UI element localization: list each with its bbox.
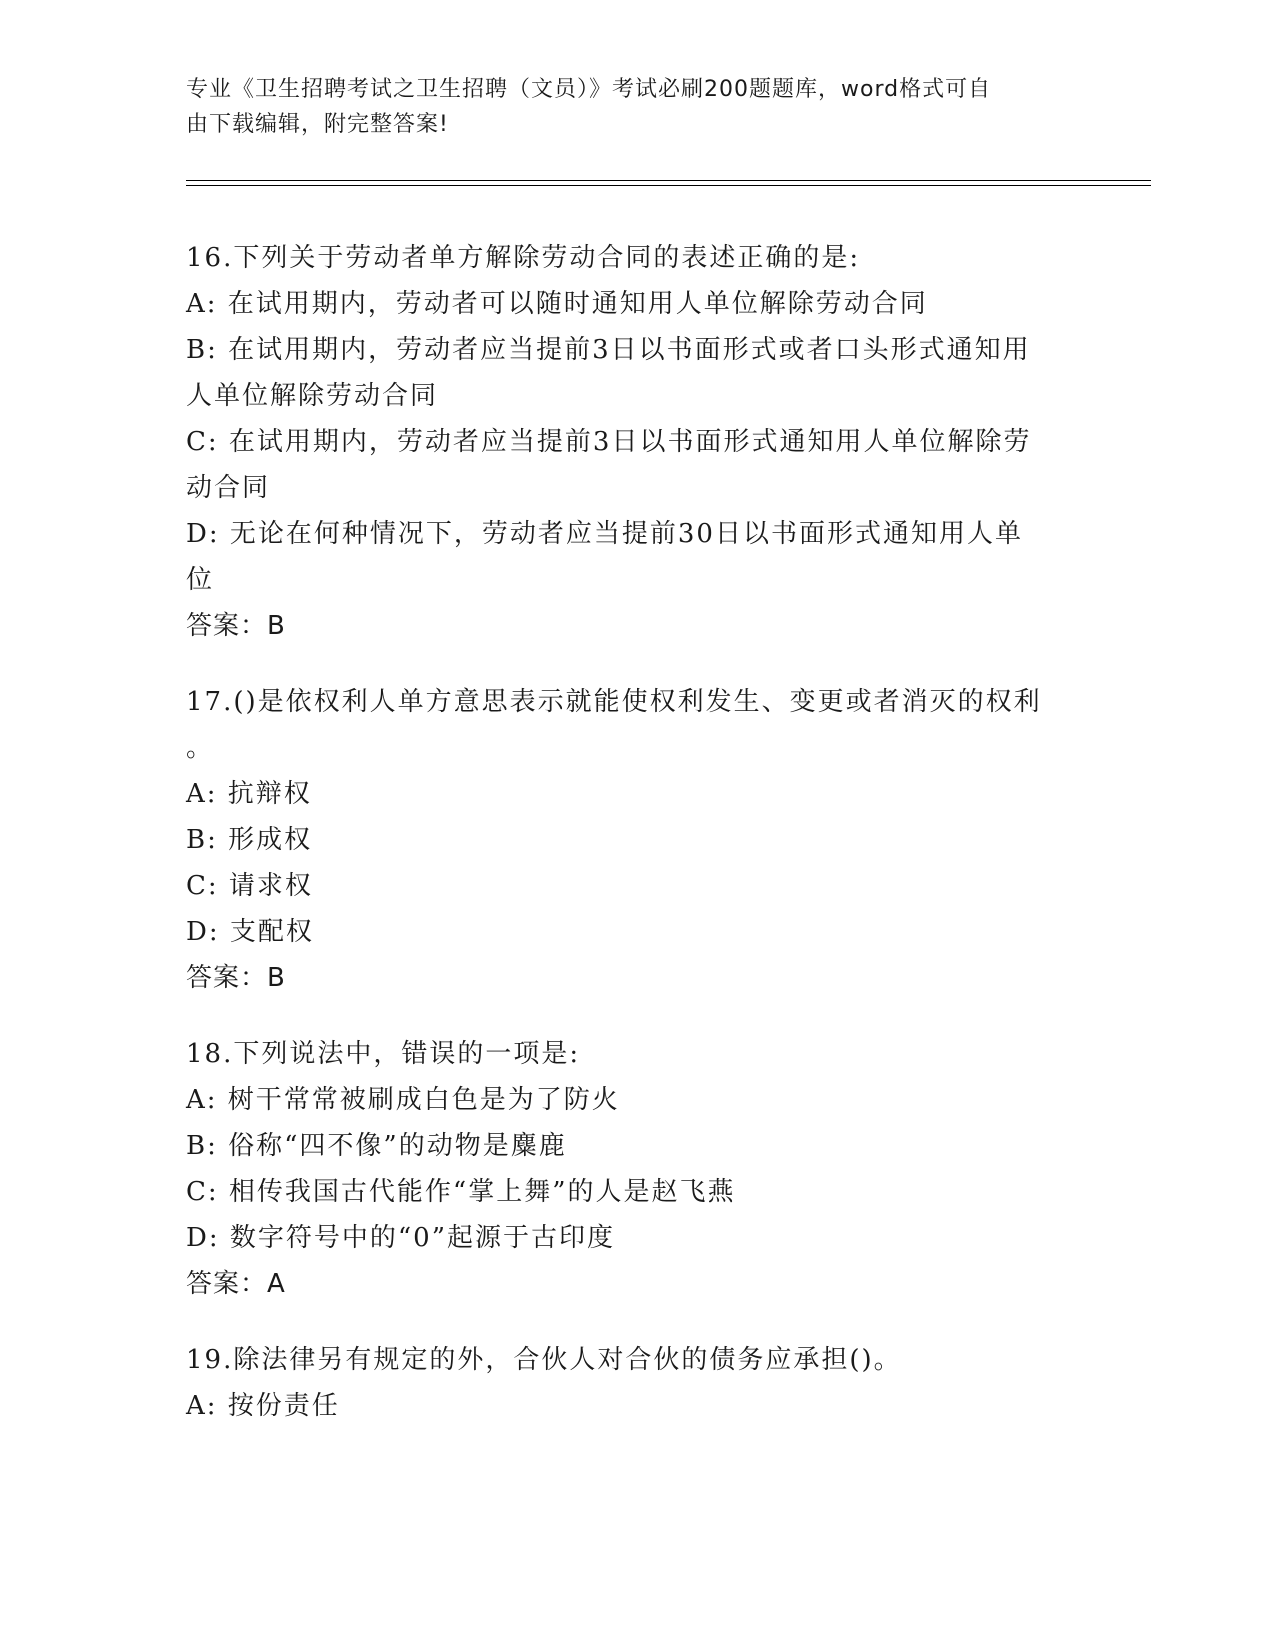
option-b-continued: 人单位解除劳动合同 [186,381,439,411]
option-d: D: 支配权 [186,917,314,947]
option-d: D: 数字符号中的“0”起源于古印度 [186,1223,615,1253]
question-list [186,235,1066,1459]
option-c: C: 在试用期内，劳动者应当提前3日以书面形式通知用人单位解除劳 [186,427,1032,457]
answer-label: 答案：A [186,1269,286,1299]
question-19 [186,1337,1066,1429]
question-stem-continued: 。 [186,733,215,763]
option-a: A: 按份责任 [186,1391,340,1421]
question-16 [186,235,1066,649]
question-stem: 16.下列关于劳动者单方解除劳动合同的表述正确的是: [186,243,861,273]
option-b: B: 形成权 [186,825,313,855]
option-d: D: 无论在何种情况下，劳动者应当提前30日以书面形式通知用人单 [186,519,1023,549]
document-header [186,72,1066,142]
question-stem: 17.()是依权利人单方意思表示就能使权利发生、变更或者消灭的权利 [186,687,1042,717]
answer-label: 答案：B [186,963,286,993]
answer-label: 答案：B [186,611,286,641]
option-c: C: 相传我国古代能作“掌上舞”的人是赵飞燕 [186,1177,736,1207]
option-a: A: 在试用期内，劳动者可以随时通知用人单位解除劳动合同 [186,289,928,319]
header-divider-top [186,180,1151,181]
question-17 [186,679,1066,1001]
option-a: A: 抗辩权 [186,779,312,809]
header-line-2: 由下载编辑，附完整答案! [186,112,449,137]
option-c: C: 请求权 [186,871,313,901]
question-18 [186,1031,1066,1307]
option-a: A: 树干常常被刷成白色是为了防火 [186,1085,620,1115]
option-b: B: 俗称“四不像”的动物是麋鹿 [186,1131,567,1161]
header-divider-bottom [186,185,1151,186]
header-line-1: 专业《卫生招聘考试之卫生招聘（文员）》考试必刷200题题库，word格式可自 [186,77,992,102]
option-b: B: 在试用期内，劳动者应当提前3日以书面形式或者口头形式通知用 [186,335,1031,365]
question-stem: 18.下列说法中，错误的一项是: [186,1039,581,1069]
option-c-continued: 动合同 [186,473,271,503]
question-stem: 19.除法律另有规定的外，合伙人对合伙的债务应承担()。 [186,1345,902,1375]
option-d-continued: 位 [186,565,215,595]
